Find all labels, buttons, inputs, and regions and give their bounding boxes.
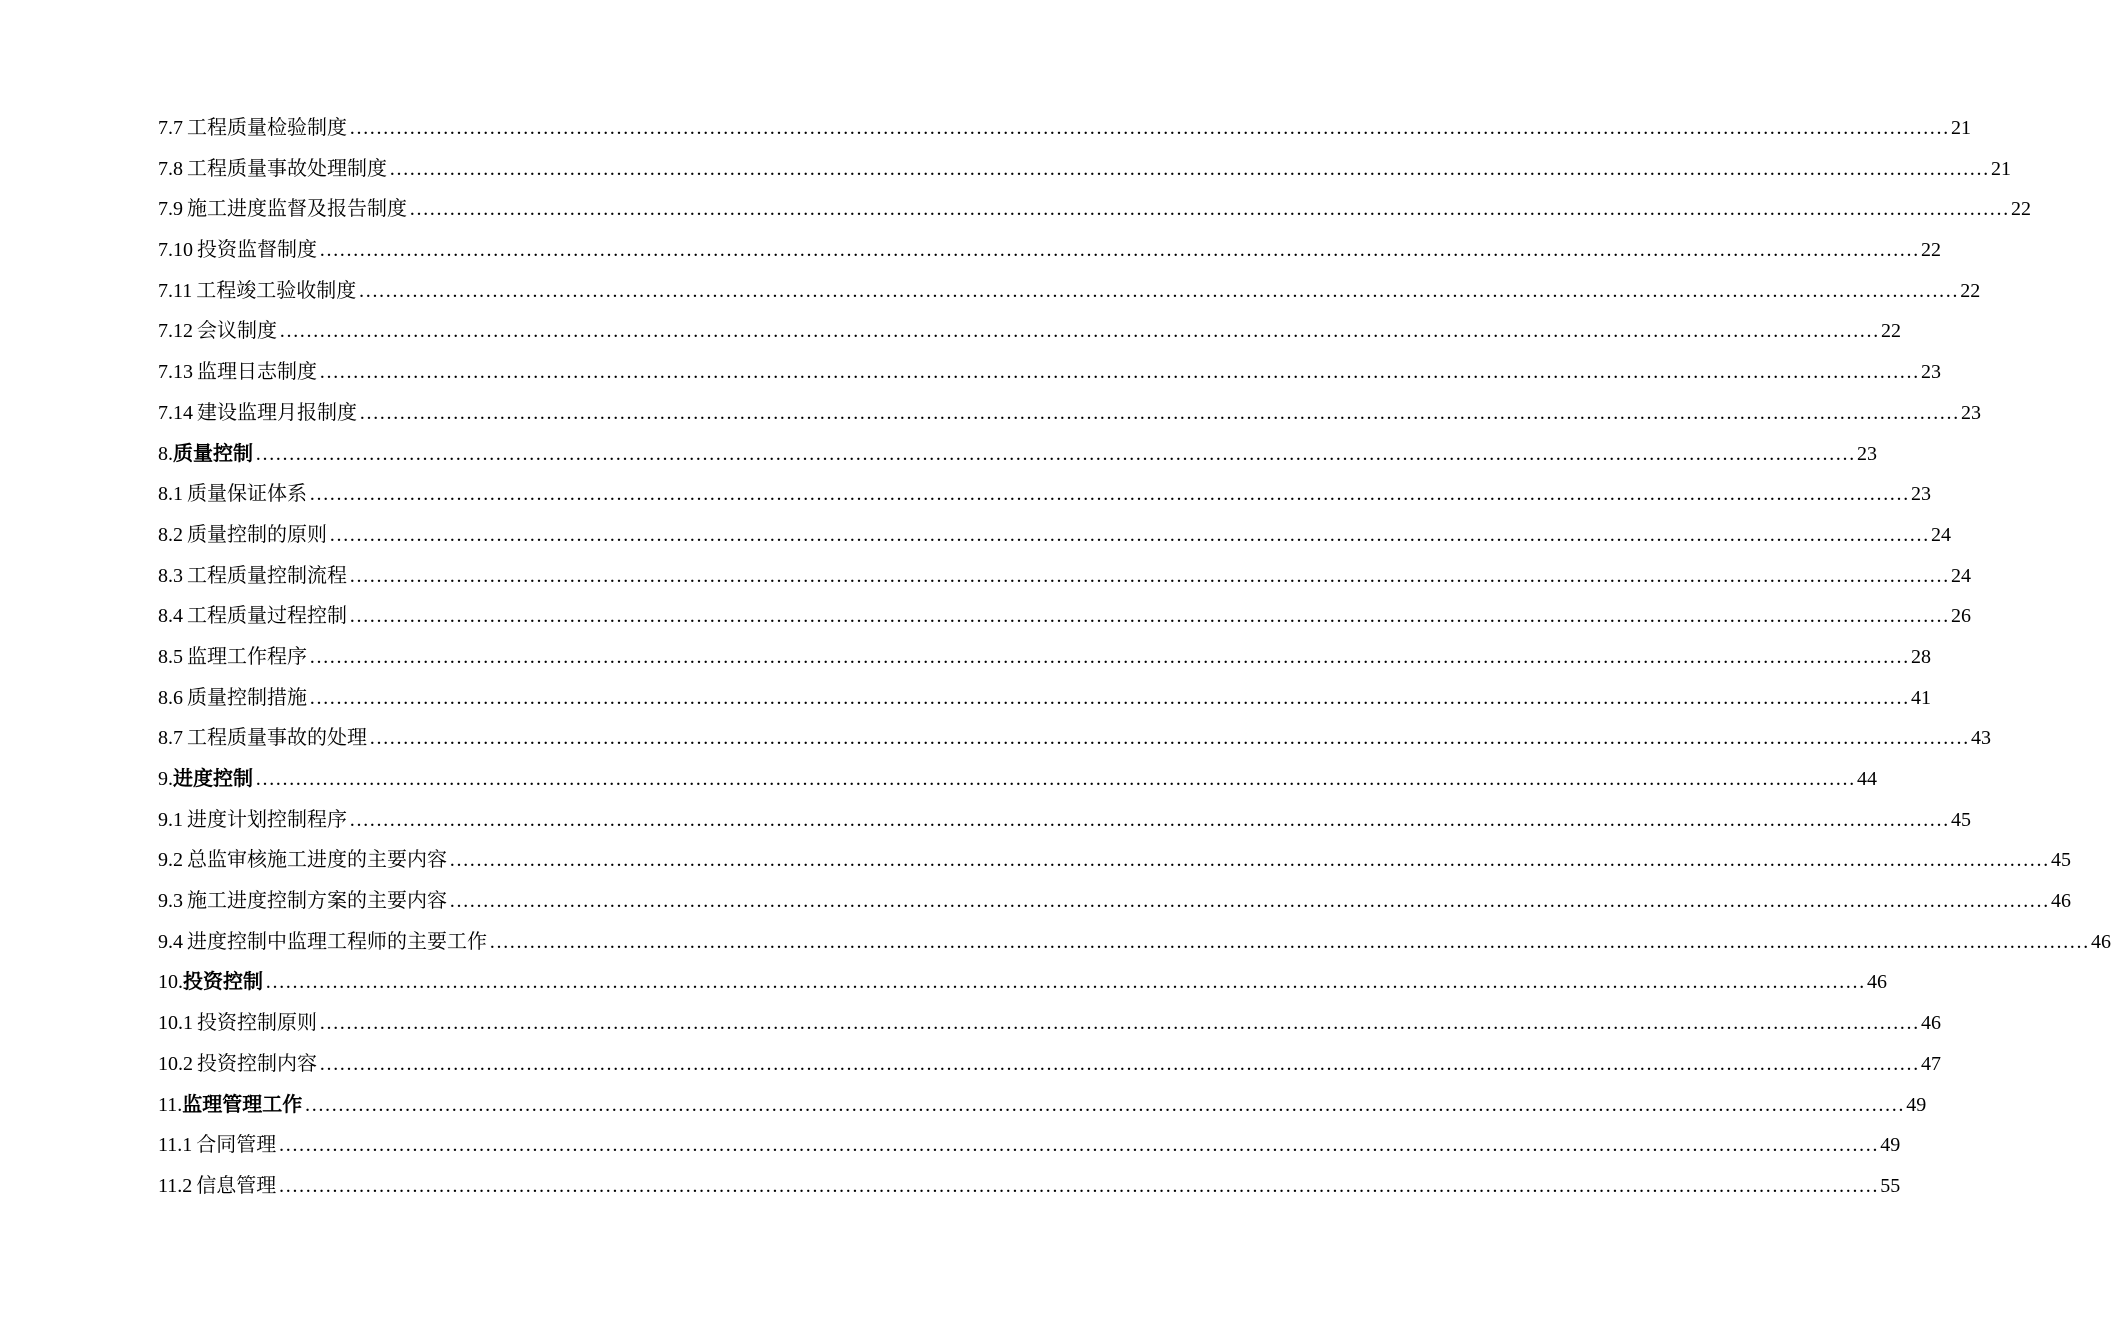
toc-entry[interactable] bbox=[158, 1165, 1901, 1206]
toc-entry-title: 投资控制内容 bbox=[197, 1050, 317, 1075]
toc-entry[interactable] bbox=[158, 799, 1971, 840]
toc-dot-leader: …………………………………………………………………………………………………………………………………………………………………………………………………………………… bbox=[278, 1134, 1879, 1157]
toc-dot-leader: …………………………………………………………………………………………………………………………………………………………………………………………………………………… bbox=[309, 645, 1909, 668]
table-of-contents bbox=[158, 107, 2111, 1206]
toc-entry-title: 工程竣工验收制度 bbox=[196, 277, 357, 302]
toc-page-number: 44 bbox=[1857, 768, 1877, 790]
toc-entry-title: 质量保证体系 bbox=[187, 481, 307, 506]
toc-page-number: 21 bbox=[1951, 117, 1971, 139]
toc-entry-number: 7.11 bbox=[158, 279, 193, 302]
toc-page-number: 24 bbox=[1931, 523, 1951, 546]
toc-dot-leader: …………………………………………………………………………………………………………………………………………………………………………………………………………………… bbox=[255, 768, 1855, 790]
toc-dot-leader: …………………………………………………………………………………………………………………………………………………………………………………………………………………… bbox=[449, 849, 2049, 872]
toc-entry-title: 进度控制 bbox=[173, 766, 253, 790]
toc-dot-leader: …………………………………………………………………………………………………………………………………………………………………………………………………………………… bbox=[489, 930, 2089, 953]
toc-entry[interactable] bbox=[158, 107, 1971, 148]
toc-entry-number: 9.2 bbox=[158, 849, 183, 872]
toc-entry[interactable] bbox=[158, 270, 1981, 311]
toc-page-number: 49 bbox=[1906, 1093, 1927, 1116]
toc-page-number: 22 bbox=[1881, 320, 1901, 343]
toc-page-number: 24 bbox=[1951, 564, 1971, 587]
toc-entry[interactable] bbox=[158, 351, 1941, 392]
toc-entry[interactable] bbox=[158, 717, 1991, 758]
toc-entry-number: 7.12 bbox=[158, 320, 193, 343]
toc-entry[interactable] bbox=[158, 1002, 1941, 1043]
toc-page-number: 23 bbox=[1921, 361, 1941, 384]
toc-entry-title: 质量控制的原则 bbox=[187, 521, 327, 546]
toc-dot-leader: …………………………………………………………………………………………………………………………………………………………………………………………………………………… bbox=[329, 523, 1929, 546]
toc-entry[interactable] bbox=[158, 595, 1971, 636]
toc-page-number: 55 bbox=[1880, 1174, 1901, 1197]
toc-dot-leader: …………………………………………………………………………………………………………………………………………………………………………………………………………………… bbox=[279, 320, 1879, 343]
toc-entry-number: 7.9 bbox=[158, 198, 183, 221]
toc-entry-title: 监理日志制度 bbox=[197, 359, 317, 384]
toc-entry-title: 质量控制措施 bbox=[187, 684, 307, 709]
toc-entry[interactable] bbox=[158, 310, 1901, 351]
toc-dot-leader: …………………………………………………………………………………………………………………………………………………………………………………………………………………… bbox=[255, 442, 1855, 465]
toc-dot-leader: …………………………………………………………………………………………………………………………………………………………………………………………………………………… bbox=[358, 279, 1959, 302]
toc-page-number: 41 bbox=[1911, 686, 1931, 709]
toc-dot-leader: …………………………………………………………………………………………………………………………………………………………………………………………………………………… bbox=[349, 605, 1949, 628]
toc-entry[interactable] bbox=[158, 555, 1971, 596]
toc-chapter-entry[interactable] bbox=[158, 1084, 1927, 1125]
toc-dot-leader: …………………………………………………………………………………………………………………………………………………………………………………………………………………… bbox=[265, 971, 1865, 994]
toc-entry-title: 投资监督制度 bbox=[197, 237, 317, 262]
toc-dot-leader: …………………………………………………………………………………………………………………………………………………………………………………………………………………… bbox=[349, 564, 1949, 587]
toc-entry-title: 监理工作程序 bbox=[187, 643, 307, 668]
toc-dot-leader: …………………………………………………………………………………………………………………………………………………………………………………………………………………… bbox=[278, 1174, 1879, 1197]
toc-dot-leader: …………………………………………………………………………………………………………………………………………………………………………………………………………………… bbox=[359, 401, 1959, 424]
toc-page-number: 21 bbox=[1991, 157, 2011, 180]
toc-entry-title: 投资控制 bbox=[183, 969, 263, 994]
toc-entry-number: 7.7 bbox=[158, 117, 183, 139]
toc-dot-leader: …………………………………………………………………………………………………………………………………………………………………………………………………………………… bbox=[389, 157, 1989, 180]
toc-entry-title: 工程质量过程控制 bbox=[187, 603, 347, 628]
toc-entry-number: 8.2 bbox=[158, 523, 183, 546]
toc-entry[interactable] bbox=[158, 392, 1981, 433]
toc-entry-title: 进度控制中监理工程师的主要工作 bbox=[187, 928, 487, 953]
toc-entry-number: 8.5 bbox=[158, 645, 183, 668]
toc-entry-number: 9.4 bbox=[158, 930, 183, 953]
toc-entry[interactable] bbox=[158, 1124, 1901, 1165]
toc-entry-title: 会议制度 bbox=[197, 318, 277, 343]
toc-dot-leader: …………………………………………………………………………………………………………………………………………………………………………………………………………………… bbox=[319, 239, 1919, 262]
toc-entry-number: 8.3 bbox=[158, 564, 183, 587]
toc-entry-number: 10. bbox=[158, 971, 183, 994]
toc-entry-number: 7.14 bbox=[158, 401, 193, 424]
toc-entry-title: 总监审核施工进度的主要内容 bbox=[187, 847, 447, 872]
toc-entry-number: 8.7 bbox=[158, 727, 183, 750]
toc-entry-title: 质量控制 bbox=[173, 440, 253, 465]
toc-entry-title: 监理管理工作 bbox=[182, 1091, 303, 1116]
toc-entry-title: 工程质量事故处理制度 bbox=[187, 155, 387, 180]
toc-entry-title: 建设监理月报制度 bbox=[197, 399, 357, 424]
toc-entry-title: 合同管理 bbox=[196, 1132, 277, 1157]
toc-chapter-entry[interactable] bbox=[158, 433, 1877, 474]
toc-page-number: 43 bbox=[1971, 727, 1991, 750]
toc-dot-leader: …………………………………………………………………………………………………………………………………………………………………………………………………………………… bbox=[309, 686, 1909, 709]
toc-entry-title: 施工进度控制方案的主要内容 bbox=[187, 888, 447, 913]
toc-entry[interactable] bbox=[158, 677, 1931, 718]
toc-entry[interactable] bbox=[158, 839, 2071, 880]
toc-entry-number: 7.13 bbox=[158, 361, 193, 384]
toc-entry[interactable] bbox=[158, 473, 1931, 514]
toc-entry-number: 8.6 bbox=[158, 686, 183, 709]
toc-entry-title: 信息管理 bbox=[196, 1172, 277, 1197]
toc-entry-number: 11.1 bbox=[158, 1134, 193, 1157]
toc-page-number: 46 bbox=[1921, 1012, 1941, 1035]
toc-page-number: 45 bbox=[2051, 849, 2071, 872]
toc-page-number: 45 bbox=[1951, 808, 1971, 831]
toc-entry[interactable] bbox=[158, 880, 2071, 921]
toc-entry-number: 8. bbox=[158, 442, 173, 465]
toc-entry-title: 工程质量控制流程 bbox=[187, 562, 347, 587]
toc-entry-title: 投资控制原则 bbox=[197, 1010, 317, 1035]
toc-entry[interactable] bbox=[158, 229, 1941, 270]
toc-entry[interactable] bbox=[158, 148, 2011, 189]
toc-page-number: 47 bbox=[1921, 1052, 1941, 1075]
toc-dot-leader: …………………………………………………………………………………………………………………………………………………………………………………………………………………… bbox=[369, 727, 1969, 750]
toc-entry-number: 7.10 bbox=[158, 239, 193, 262]
toc-dot-leader: …………………………………………………………………………………………………………………………………………………………………………………………………………………… bbox=[304, 1093, 1905, 1116]
toc-entry[interactable] bbox=[158, 1043, 1941, 1084]
toc-dot-leader: …………………………………………………………………………………………………………………………………………………………………………………………………………………… bbox=[319, 361, 1919, 384]
toc-page-number: 22 bbox=[2011, 198, 2031, 221]
toc-entry-number: 9.3 bbox=[158, 890, 183, 913]
toc-entry[interactable] bbox=[158, 636, 1931, 677]
toc-entry-title: 进度计划控制程序 bbox=[187, 806, 347, 831]
toc-entry-number: 7.8 bbox=[158, 157, 183, 180]
toc-dot-leader: …………………………………………………………………………………………………………………………………………………………………………………………………………………… bbox=[319, 1052, 1919, 1075]
toc-page-number: 22 bbox=[1960, 279, 1981, 302]
toc-entry[interactable] bbox=[158, 188, 2031, 229]
toc-page-number: 26 bbox=[1951, 605, 1971, 628]
toc-entry-number: 11. bbox=[158, 1093, 183, 1116]
toc-page-number: 23 bbox=[1857, 442, 1877, 465]
toc-page-number: 28 bbox=[1911, 645, 1931, 668]
toc-page-number: 23 bbox=[1961, 401, 1981, 424]
toc-entry-number: 11.2 bbox=[158, 1174, 193, 1197]
toc-chapter-entry[interactable] bbox=[158, 961, 1887, 1002]
toc-entry-number: 9.1 bbox=[158, 808, 183, 831]
toc-page-number: 49 bbox=[1880, 1134, 1901, 1157]
toc-dot-leader: …………………………………………………………………………………………………………………………………………………………………………………………………………………… bbox=[409, 198, 2009, 221]
toc-entry-number: 8.4 bbox=[158, 605, 183, 628]
toc-dot-leader: …………………………………………………………………………………………………………………………………………………………………………………………………………………… bbox=[309, 483, 1909, 506]
toc-chapter-entry[interactable] bbox=[158, 758, 1877, 799]
toc-dot-leader: …………………………………………………………………………………………………………………………………………………………………………………………………………………… bbox=[319, 1012, 1919, 1035]
toc-dot-leader: …………………………………………………………………………………………………………………………………………………………………………………………………………………… bbox=[349, 808, 1949, 831]
toc-entry[interactable] bbox=[158, 514, 1951, 555]
toc-entry-number: 10.1 bbox=[158, 1012, 193, 1035]
toc-dot-leader: …………………………………………………………………………………………………………………………………………………………………………………………………………………… bbox=[349, 117, 1949, 139]
toc-page-number: 46 bbox=[1867, 971, 1887, 994]
toc-entry-title: 施工进度监督及报告制度 bbox=[187, 196, 407, 221]
toc-entry[interactable] bbox=[158, 921, 2111, 962]
toc-dot-leader: …………………………………………………………………………………………………………………………………………………………………………………………………………………… bbox=[449, 890, 2049, 913]
toc-entry-number: 10.2 bbox=[158, 1052, 193, 1075]
toc-page-number: 23 bbox=[1911, 483, 1931, 506]
toc-entry-number: 8.1 bbox=[158, 483, 183, 506]
toc-entry-title: 工程质量检验制度 bbox=[187, 115, 347, 139]
toc-entry-title: 工程质量事故的处理 bbox=[187, 725, 367, 750]
toc-entry-number: 9. bbox=[158, 768, 173, 790]
toc-page-number: 22 bbox=[1921, 239, 1941, 262]
toc-page-number: 46 bbox=[2091, 930, 2111, 953]
toc-page-number: 46 bbox=[2051, 890, 2071, 913]
